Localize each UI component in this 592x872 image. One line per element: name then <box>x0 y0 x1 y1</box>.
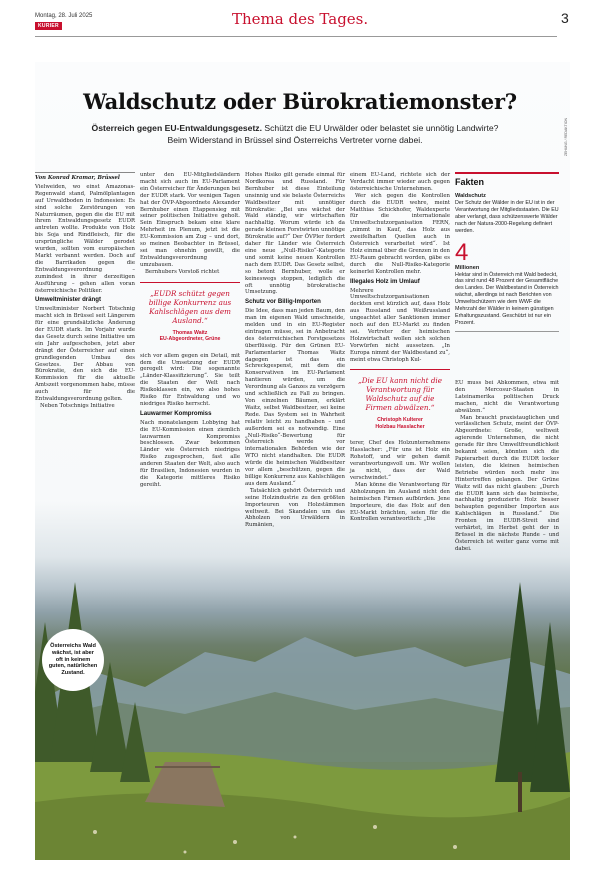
page-header <box>0 0 592 40</box>
pull-quote-author: Christoph Kulterer <box>377 417 423 424</box>
article-column-4 <box>350 172 450 523</box>
paragraph: Tatsächlich gehört Österreich und seine Holzindustrie zu den größten Importeuren von Holzstämmen weltweit. Bei Skandalen um das Abholzen von Urwäldern in Rumänien, <box>245 487 345 529</box>
paragraph: Man braucht praxistauglichen und verlässlichen Schutz, meint der ÖVP-Abgeordnete: Große, weltweit agierende Unternehmen, die nicht gerade für ihre Umweltfreundlichkeit bekannt seien, könnten sich die Papierarbeit durch die EUDR locker leisten, die kleinen heimischen Betriebe würden noch mehr ins Hintertreffen gelangen. Der Grüne Waitz will das nicht glauben: „Durch die EUDR kann sich das heimische, nachhaltig produzierte Holz besser behaupten gegenüber Importen aus Kahlschlägen in Russland.“ Die Fronten im EUDR-Streit sind verhärtet, im Herbst geht der in Brüssel in die nächste Runde – und Österreich ist weiter ganz vorne mit dabei. <box>455 414 559 552</box>
pull-quote <box>140 282 240 347</box>
pull-quote-text: „EUDR schützt gegen billige Konkurrenz aus Kahlschlägen aus dem Ausland.“ <box>148 288 232 325</box>
paragraph: Bernhubers Vorstoß richtet <box>145 268 220 275</box>
page-number: 3 <box>561 10 569 26</box>
paragraph: Umweltminister Norbert Totschnig macht sich in Brüssel seit Längerem für eine grundsätzliche Änderung der EUDR stark. Im Vorjahr wurde das Gesetz durch seine Initiative um ein Jahr aufgeschoben, jetzt aber drängt der Österreicher auf einen grundlegenden Umbau des Gesetzes. Der Abbau von Bürokratie, den sich die EU-Kommission für die aktuelle Amtszeit vorgenommen habe, müsse auch für die Entwaldungsverordnung gelten. <box>35 306 135 403</box>
pull-quote-author: Thomas Waitz <box>172 329 208 336</box>
paragraph: Mehrere Umweltschutzorganisationen deckten erst kürzlich auf, dass Holz aus Russland und Weißrussland ungeachtet aller Sanktionen immer noch auf den EU-Markt zu finden sei. Vertreter der heimischen Holzwirtschaft wollen sich solchen Vorwürfen nicht aussetzen. „In Europa nimmt der Waldbestand zu“, meint etwa Christoph Kul- <box>350 287 450 363</box>
paragraph: Die Idee, dass man jeden Baum, den man im eigenen Wald umschneide, melden und in ein EU-Register eintragen müsse, sei in Anbetracht des österreichischen Forstgesetzes überflüssig. Für den Grünen EU-Parlamentarier Thomas Waitz dagegen ist das ein Schreckgespenst, mit dem die Konservativen im EU-Parlament hantieren würden, um die Verordnung als Ganzes zu verzögern und schließlich zu Fall zu bringen. Von einzelnen Bäumen, erklärt Waitz, selbst Waldbesitzer, sei keine Rede. Das System sei in Wahrheit relativ leicht zu handhaben – und außerdem sei es notwendig. Eine „Null-Risiko“-Bewertung für Österreich werde vor internationalen Behörden wie der WTO nicht standhalten. Die EUDR würde die heimischen Waldbesitzer vor allem „beschützen, gegen die billige Konkurrenz aus Kahlschlägen aus dem Ausland.“ <box>245 308 345 487</box>
fact-label: Millionen <box>455 264 480 271</box>
pull-quote-role: EU-Abgeordneter, Grüne <box>159 336 221 343</box>
pull-quote-text: „Die EU kann nicht die Verantwortung für Waldschutz auf die Firmen abwälzen.“ <box>357 376 442 413</box>
article-subhead <box>85 122 505 146</box>
section-title: Thema des Tages. <box>232 10 369 28</box>
header-rule <box>35 36 557 37</box>
subheading: Illegales Holz im Umlauf <box>350 277 420 285</box>
paragraph: Nach monatelangem Lobbying hat die EU-Kommission einen ziemlich lauwarmen Kompromiss beschlossen. Zwar bekommen Länder wie Österreich niedriges Risiko zugesprochen, fast alle anderen Staaten der Welt, also auch für Brasilien, Indonesien wurden in die Kategorie mittleres Risiko gereiht. <box>140 419 240 488</box>
byline: Von Konrad Kramar, Brüssel <box>35 172 135 182</box>
paragraph: sich vor allem gegen ein Detail, mit dem die Umsetzung der EUDR geregelt wird: Die sogenannte „Länder-Klassifizierung“. Sie teilt die Staaten der Welt nach Risikoklassen ein, wo also hohes Risiko für Entwaldung und wo niedriges Risiko herrscht. <box>140 352 240 407</box>
subheading: Schutz vor Billig-Importen <box>245 298 321 306</box>
paragraph: Man könne die Verantwortung für Abholzungen im Ausland nicht den heimischen Firmen aufbürden. Jene Importeure, die das Holz auf den EU-Markt brächten, seien für die Kontrollen verantwortlich: „Die <box>350 481 450 523</box>
photo-credit: ZEHUNG / REDAKTION <box>564 118 568 157</box>
article-column-3 <box>245 172 345 529</box>
paragraph: Neben Totschnigs Initiative <box>40 403 115 409</box>
article-column-2 <box>140 172 240 489</box>
paragraph: EU muss bei Abkommen, etwa mit den Mercosur-Staaten in Lateinamerika politischen Druck machen, nicht die Verantwortung abwälzen.“ <box>455 380 559 414</box>
photo-caption: Österreichs Wald wächst, ist aber oft in keinem guten, natürlichen Zustand. <box>42 629 104 691</box>
paragraph: Wer sich gegen die Kontrollen durch die EUDR wehre, meint Matthias Schickhofer, Waldexperte für die internationale Umweltschutzorganisation FERN, „nimmt in Kauf, das Holz aus zweifelhaften Quellen auch in Österreich verarbeitet wird“. Ist Holz einmal über die Grenzen in den EU-Raum gebracht worden, gäbe es durch die Null-Risiko-Kategorie keinerlei Kontrollen mehr. <box>350 192 450 275</box>
fact-label: Waldschutz <box>455 193 486 199</box>
subheading: Umweltminister drängt <box>35 296 102 304</box>
newspaper-logo: KURIER <box>35 22 62 30</box>
paragraph: unter den EU-Mitgliedsländern macht sich auch im EU-Parlament ein Österreicher für Änderungen bei der EUDR stark. Vor wenigen Tagen hat der ÖVP-Abgeordnete Alexander Bernhuber einen Etappensieg mit seiner politischen Initiative geholt. Sein Einspruch bekam eine klare Mehrheit im Plenum, jetzt ist die EU-Kommission am Zug – und dort, so meinen Beobachter in Brüssel, sei man ohnehin gewillt, die Entwaldungsverordnung umzubauen. <box>140 172 240 268</box>
fact-text: Hektar sind in Österreich mit Wald bedeckt, das sind rund 48 Prozent der Gesamtfläche des Landes. Der Waldbestand in Österreich wächst, allerdings ist nach Berichten von Umweltschützern wie dem WWF die Mehrzahl der Wälder in keinem günstigen Erhaltungszustand. Geschützt ist nur ein Prozent. <box>455 272 559 332</box>
paragraph: terer, Chef des Holzunternehmens Hasslacher: „Für uns ist Holz ein Rohstoff, und wir gehen damit verantwortungsvoll um. Wir wollen ja nicht, dass der Wald verschwindet.“ <box>350 440 450 481</box>
subhead-lead: Österreich gegen EU-Entwaldungsgesetz. <box>91 123 262 133</box>
pull-quote <box>350 369 450 434</box>
fact-text: Der Schutz der Wälder in der EU ist in der Verantwortung der Mitgliedsstaaten. Die EU aber verlangt, dass schützenswerte Wälder nach der Natura-2000-Regelung definiert werden. <box>455 200 559 234</box>
paragraph: einem EU-Land, richtete sich der Verdacht immer wieder auch gegen österreichische Unternehmen. <box>350 172 450 192</box>
article-column-5 <box>455 380 559 553</box>
fact-big-number: 4 <box>455 238 469 266</box>
facts-box <box>455 172 559 332</box>
paragraph: Vielweiden, wo einst Amazonas-Regenwald stand, Palmölplantagen auf Urwaldboden in Indonesien: Es sind solche Zerstörungen von Naturräumen, gegen die die EU mit ihrem Entwaldungsgesetz EUDR antreten wollte. Produkte von Holz bis Soja und Rindfleisch, für die ursprüngliche Wälder gerodet wurden, sollten vom europäischen Markt verbannt werden. Doch auf die Barrikaden gegen die Entwaldungsverordnung – zumindest in ihrer derzeitigen Ausführung – gehen allen voran österreichische Politiker. <box>35 183 135 294</box>
subheading: Lauwarmer Kompromiss <box>140 409 212 417</box>
pull-quote-role: Holzbau Hasslacher <box>375 423 425 430</box>
facts-heading: Fakten <box>455 172 559 187</box>
issue-date: Montag, 28. Juli 2025 <box>35 13 93 19</box>
article-column-1 <box>35 172 135 410</box>
paragraph: Hohes Risiko gilt gerade einmal für Nordkorea und Russland. Für Bernhuber ist diese Einteilung unsinnig und sie belaste Österreichs Waldbesitzer mit unnötiger Bürokratie: „Bei uns wächst der Wald ständig, wir wirtschaften nachhaltig. Worum würde ich da gerade kleinen Forstwirten unnötige Bürokratie auf?“ Der ÖVPler fordert daher für Länder wie Österreich eine neue „Null-Risiko“-Kategorie und somit keine neuen Kontrollen nach dem EUDR. Das Gesetz selbst, so betont Bernhuber, wolle er keineswegs stoppen, lediglich die oft unnötig bürokratische Umsetzung. <box>245 172 345 296</box>
article-headline: Waldschutz oder Bürokratiemonster? <box>83 89 517 114</box>
subhead-text: Schützt die EU Urwälder oder belastet sie unnötig Landwirte? Beim Widerstand in Brüssel sind Österreichs Vertreter vorne dabei. <box>167 123 499 145</box>
